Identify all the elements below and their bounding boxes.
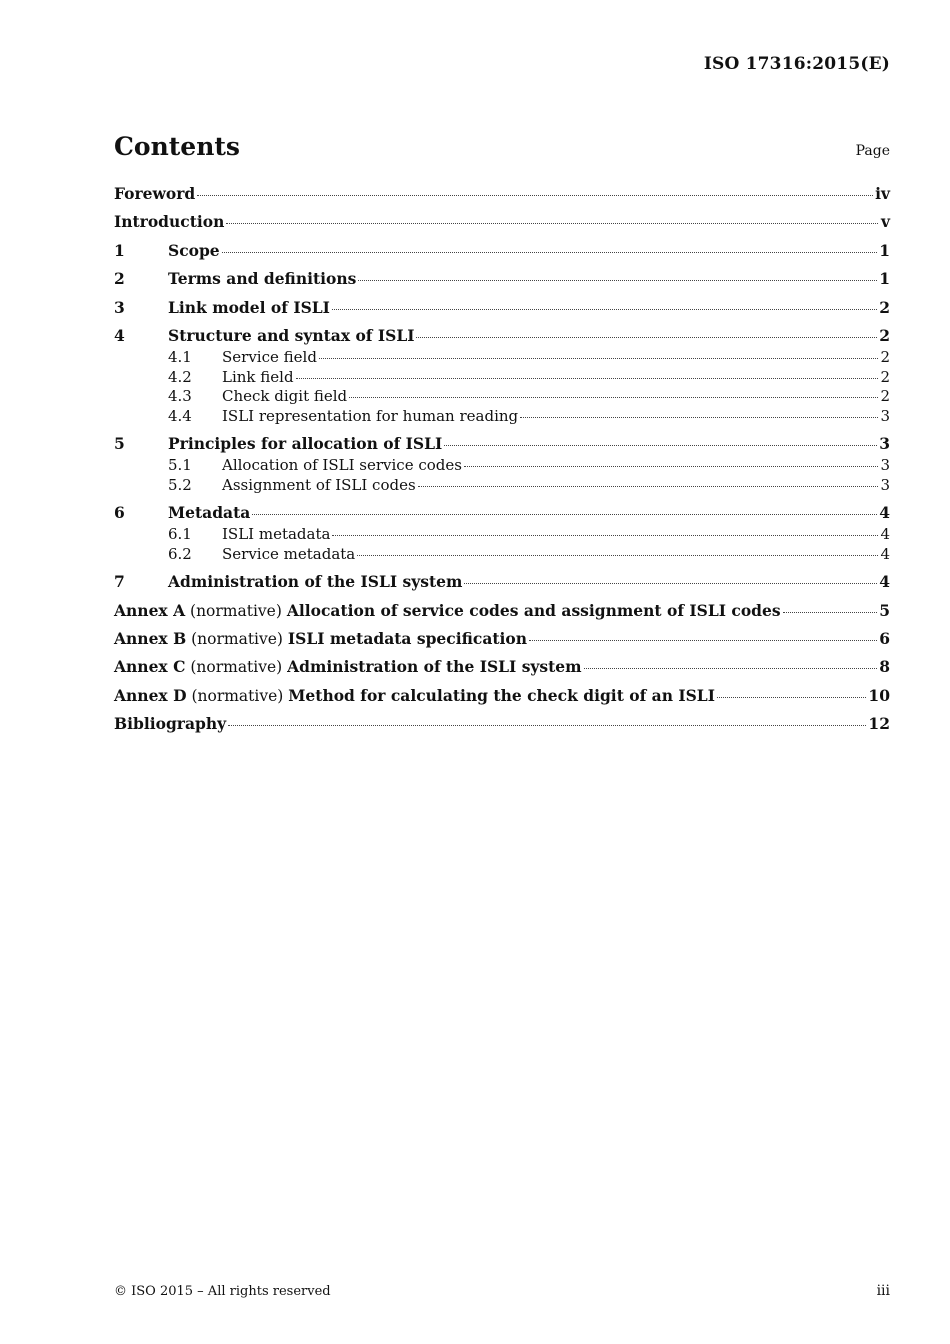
toc-page-number: 3 xyxy=(880,456,890,475)
toc-section-number: 6.2 xyxy=(168,544,192,563)
toc-entry-title: Administration of the ISLI system xyxy=(168,572,463,592)
toc-page-number: 5 xyxy=(879,600,890,620)
dot-leader xyxy=(717,693,866,698)
page-number: iii xyxy=(876,1283,890,1299)
dot-leader xyxy=(444,441,877,446)
toc-section-number: 5.2 xyxy=(168,475,192,494)
dot-leader xyxy=(332,305,877,310)
dot-leader xyxy=(464,462,878,467)
toc-entry-title: Link field xyxy=(222,367,294,386)
toc-entry-human-reading[interactable] xyxy=(114,407,890,426)
annex-type: (normative) xyxy=(190,658,283,677)
toc-page-number: 1 xyxy=(879,240,890,260)
toc-page-number: 10 xyxy=(868,685,890,705)
toc-annex-heading xyxy=(114,686,715,705)
toc-annex-heading xyxy=(114,657,582,676)
toc-entry-service-field[interactable] xyxy=(114,348,890,367)
toc-entry-title: Terms and definitions xyxy=(168,269,357,289)
toc-entry-annex-b[interactable] xyxy=(114,629,890,657)
toc-entry-title: Scope xyxy=(168,240,220,260)
toc-annex-heading xyxy=(114,629,527,648)
dot-leader xyxy=(222,248,878,253)
dot-leader xyxy=(252,510,877,515)
toc-entry-title: Introduction xyxy=(114,212,225,232)
toc-entry-service-metadata[interactable] xyxy=(114,545,890,564)
toc-section-number: 4.4 xyxy=(168,406,192,425)
toc-entry-annex-c[interactable] xyxy=(114,657,890,685)
toc-page-number: iv xyxy=(875,184,890,203)
toc-page-number: 3 xyxy=(879,433,890,453)
annex-type: (normative) xyxy=(190,601,282,620)
toc-annex-heading xyxy=(114,601,781,620)
dot-leader xyxy=(418,482,878,487)
toc-entry-foreword[interactable] xyxy=(114,184,890,212)
annex-label: Annex C xyxy=(114,657,186,677)
annex-label: Annex B xyxy=(114,629,187,649)
toc-entry-title: ISLI representation for human reading xyxy=(222,406,519,425)
toc-section-number: 6.1 xyxy=(168,525,192,544)
toc-entry-title: Service field xyxy=(222,348,317,367)
toc-entry-title: Administration of the ISLI system xyxy=(287,657,582,677)
toc-page-number: 4 xyxy=(879,572,890,592)
dot-leader xyxy=(416,333,877,338)
toc-entry-title: Service metadata xyxy=(222,544,356,563)
copyright-notice: © ISO 2015 – All rights reserved xyxy=(114,1284,331,1299)
toc-entry-title: Method for calculating the check digit of an ISLI xyxy=(288,685,715,705)
toc-page-number: 8 xyxy=(879,657,890,677)
toc-entry-annex-d[interactable] xyxy=(114,686,890,714)
toc-entry-title: Allocation of ISLI service codes xyxy=(222,456,462,475)
toc-section-number: 6 xyxy=(114,503,125,523)
toc-entry-isli-metadata[interactable] xyxy=(114,525,890,544)
toc-page-number: 2 xyxy=(880,387,890,406)
toc-entry-title: Link model of ISLI xyxy=(168,297,330,317)
toc-entry-title: Assignment of ISLI codes xyxy=(222,475,416,494)
dot-leader xyxy=(584,664,878,669)
toc-section-number: 5 xyxy=(114,433,125,453)
toc-page-number: 2 xyxy=(880,367,890,386)
dot-leader xyxy=(332,531,878,536)
dot-leader xyxy=(529,636,877,641)
table-of-contents xyxy=(114,184,890,743)
toc-entry-annex-a[interactable] xyxy=(114,601,890,629)
page-column-label: Page xyxy=(855,143,890,159)
toc-section-number: 5.1 xyxy=(168,456,192,475)
document-reference: ISO 17316:2015(E) xyxy=(703,54,890,74)
toc-section-number: 4.3 xyxy=(168,387,192,406)
toc-entry-administration[interactable] xyxy=(114,572,890,600)
dot-leader xyxy=(358,276,877,281)
dot-leader xyxy=(197,191,873,196)
toc-entry-allocation-service-codes[interactable] xyxy=(114,456,890,475)
toc-page-number: 4 xyxy=(879,503,890,523)
contents-heading: Contents xyxy=(114,132,241,161)
toc-entry-title: Bibliography xyxy=(114,714,227,734)
toc-page-number: 3 xyxy=(880,406,890,425)
annex-label: Annex A xyxy=(114,600,186,620)
toc-entry-check-digit-field[interactable] xyxy=(114,387,890,406)
toc-section-number: 4.2 xyxy=(168,367,192,386)
toc-section-number: 7 xyxy=(114,572,125,592)
dot-leader xyxy=(357,551,878,556)
dot-leader xyxy=(783,608,878,613)
toc-entry-title: ISLI metadata xyxy=(222,525,331,544)
dot-leader xyxy=(520,413,878,418)
toc-entry-title: Allocation of service codes and assignment of ISLI codes xyxy=(286,600,781,620)
toc-page-number: 3 xyxy=(880,475,890,494)
dot-leader xyxy=(319,354,878,359)
toc-entry-title: ISLI metadata specification xyxy=(287,629,528,649)
toc-entry-terms-and-definitions[interactable] xyxy=(114,269,890,297)
annex-type: (normative) xyxy=(191,686,284,705)
toc-page-number: v xyxy=(880,212,890,232)
toc-entry-link-field[interactable] xyxy=(114,368,890,387)
toc-entry-assignment-isli-codes[interactable] xyxy=(114,476,890,495)
dot-leader xyxy=(226,219,878,224)
dot-leader xyxy=(464,579,877,584)
toc-entry-introduction[interactable] xyxy=(114,212,890,240)
dot-leader xyxy=(349,393,878,398)
toc-page-number: 6 xyxy=(879,629,890,649)
toc-section-number: 4 xyxy=(114,325,125,345)
toc-page-number: 4 xyxy=(880,525,890,544)
annex-label: Annex D xyxy=(114,685,187,705)
toc-entry-title: Check digit field xyxy=(222,387,348,406)
toc-entry-link-model[interactable] xyxy=(114,298,890,326)
toc-entry-title: Foreword xyxy=(114,184,196,203)
toc-entry-title: Structure and syntax of ISLI xyxy=(168,325,415,345)
toc-section-number: 1 xyxy=(114,240,125,260)
toc-page-number: 12 xyxy=(868,714,890,734)
toc-page-number: 2 xyxy=(880,348,890,367)
toc-section-number: 3 xyxy=(114,297,125,317)
toc-section-number: 4.1 xyxy=(168,348,192,367)
toc-entry-bibliography[interactable] xyxy=(114,714,890,742)
toc-entry-title: Metadata xyxy=(168,503,251,523)
toc-section-number: 2 xyxy=(114,269,125,289)
toc-page-number: 4 xyxy=(880,544,890,563)
toc-entry-scope[interactable] xyxy=(114,241,890,269)
toc-page-number: 1 xyxy=(879,269,890,289)
toc-entry-title: Principles for allocation of ISLI xyxy=(168,433,443,453)
annex-type: (normative) xyxy=(191,630,283,649)
dot-leader xyxy=(228,721,866,726)
toc-page-number: 2 xyxy=(879,325,890,345)
toc-page-number: 2 xyxy=(879,297,890,317)
toc-title-row xyxy=(114,132,890,161)
dot-leader xyxy=(296,374,878,379)
